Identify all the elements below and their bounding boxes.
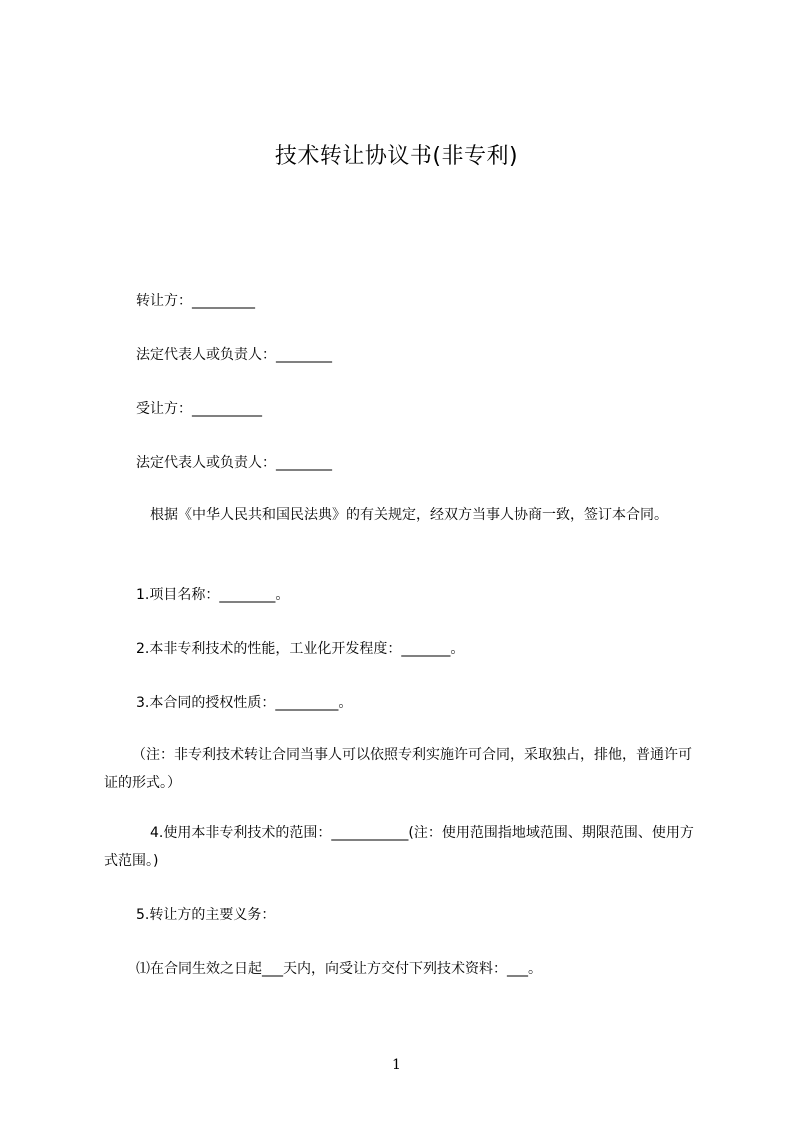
paragraph-transferee: 受让方：__________ — [136, 401, 262, 417]
page-number: 1 — [392, 1057, 401, 1073]
paragraph-item-1: 1.项目名称：________。 — [136, 587, 290, 603]
document-title: 技术转让协议书(非专利) — [274, 144, 519, 169]
paragraph-transferee-representative: 法定代表人或负责人：________ — [136, 455, 332, 471]
paragraph-item-4: 4.使用本非专利技术的范围：___________(注：使用范围指地域范围、期限范围、使用方式范围。) — [104, 825, 694, 869]
paragraph-transferor-representative: 法定代表人或负责人：________ — [136, 347, 332, 363]
paragraph-legal-basis: 根据《中华人民共和国民法典》的有关规定，经双方当事人协商一致，签订本合同。 — [136, 507, 668, 523]
paragraph-item-2: 2.本非专利技术的性能，工业化开发程度：_______。 — [136, 641, 465, 657]
paragraph-item-5: 5.转让方的主要义务： — [136, 907, 276, 923]
paragraph-item-5-1: ⑴在合同生效之日起___天内，向受让方交付下列技术资料：___。 — [136, 961, 542, 977]
paragraph-item-3: 3.本合同的授权性质：_________。 — [136, 695, 353, 711]
paragraph-transferor: 转让方：_________ — [136, 293, 255, 309]
paragraph-note-authorization: （注：非专利技术转让合同当事人可以依照专利实施许可合同，采取独占，排他，普通许可证的形式。） — [104, 747, 692, 791]
